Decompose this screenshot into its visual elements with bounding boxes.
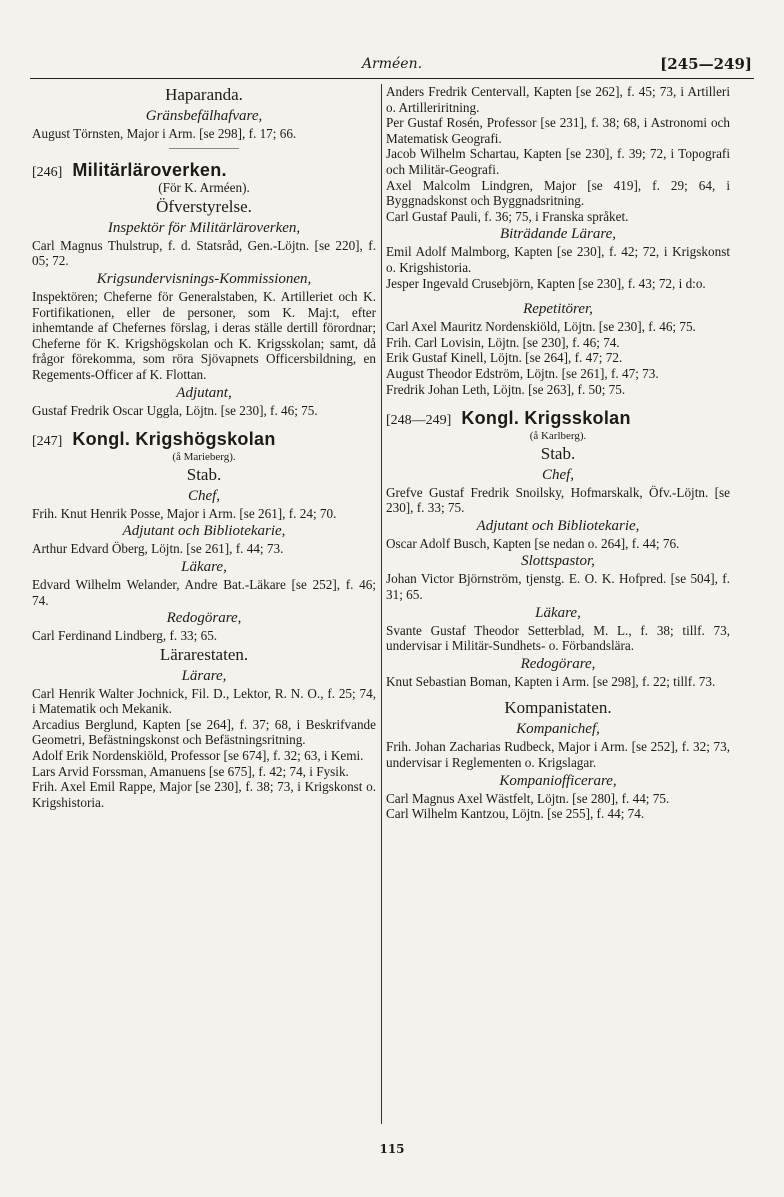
role-heading: Slottspastor, bbox=[521, 553, 595, 570]
person-entry: Carl Axel Mauritz Nordenskiöld, Löjtn. [se 230], f. 46; 75. bbox=[386, 319, 696, 335]
separator-rule bbox=[169, 148, 239, 149]
section-number: [246] bbox=[32, 164, 63, 180]
person-entry: Adolf Erik Nordenskiöld, Professor [se 674], f. 32; 63, i Kemi. bbox=[32, 748, 364, 764]
person-entry: Per Gustaf Rosén, Professor [se 231], f. 38; 68, i Astronomi och Matematisk Geografi. bbox=[386, 115, 730, 146]
section-subtitle: (å Marieberg). bbox=[172, 450, 236, 463]
section-range: [245—249] bbox=[660, 55, 752, 73]
person-entry: Anders Fredrik Centervall, Kapten [se 262], f. 45; 73, i Artilleri o. Artilleriritning. bbox=[386, 84, 730, 115]
column-divider bbox=[381, 84, 382, 1124]
person-entry: Arthur Edvard Öberg, Löjtn. [se 261], f. 44; 73. bbox=[32, 541, 284, 557]
section-subtitle: (För K. Arméen). bbox=[158, 180, 250, 196]
role-heading: Adjutant och Bibliotekarie, bbox=[122, 523, 286, 540]
role-heading: Chef, bbox=[187, 487, 221, 504]
role-heading: Inspektör för Militärläroverken, bbox=[107, 219, 301, 236]
person-entry: Frih. Axel Emil Rappe, Major [se 230], f. 38; 73, i Krigskonst o. Krigshistoria. bbox=[32, 779, 376, 810]
role-heading: Lärare, bbox=[181, 667, 227, 684]
section-heading-247 bbox=[32, 429, 376, 450]
heading-haparanda: Haparanda. bbox=[165, 85, 243, 104]
person-entry: Knut Sebastian Boman, Kapten i Arm. [se 298], f. 22; tillf. 73. bbox=[386, 673, 716, 689]
right-column bbox=[386, 84, 730, 822]
role-heading: Krigsundervisnings-Kommissionen, bbox=[96, 270, 312, 287]
role-heading: Kompanichef, bbox=[516, 721, 600, 738]
role-heading: Biträdande Lärare, bbox=[499, 226, 617, 243]
person-entry: Carl Magnus Axel Wästfelt, Löjtn. [se 280], f. 44; 75. bbox=[386, 790, 670, 806]
person-entry: Carl Ferdinand Lindberg, f. 33; 65. bbox=[32, 628, 218, 644]
person-entry: Frih. Knut Henrik Posse, Major i Arm. [se 261], f. 24; 70. bbox=[32, 505, 337, 521]
subsection-heading: Öfverstyrelse. bbox=[156, 196, 252, 216]
person-entry: Axel Malcolm Lindgren, Major [se 419], f. 29; 64, i Byggnadskonst och Byggnadsritning. bbox=[386, 177, 730, 209]
person-entry: Carl Magnus Thulstrup, f. d. Statsråd, Gen.-Löjtn. [se 220], f. 05; 72. bbox=[32, 237, 376, 269]
person-entry: Carl Wilhelm Kantzou, Löjtn. [se 255], f. 44; 74. bbox=[386, 806, 645, 822]
person-entry: Jesper Ingevald Crusebjörn, Kapten [se 230], f. 43; 72, i d:o. bbox=[386, 275, 706, 291]
section-number: [247] bbox=[32, 434, 63, 450]
person-entry: Lars Arvid Forssman, Amanuens [se 675], f. 42; 74, i Fysik. bbox=[32, 763, 349, 779]
role-heading: Läkare, bbox=[535, 604, 581, 621]
section-heading-246 bbox=[32, 159, 376, 181]
person-entry: Oscar Adolf Busch, Kapten [se nedan o. 264], f. 44; 76. bbox=[386, 535, 680, 551]
section-title: Kongl. Krigshögskolan bbox=[72, 429, 276, 450]
person-entry: Fredrik Johan Leth, Löjtn. [se 263], f. 50; 75. bbox=[386, 381, 626, 397]
subsection-heading: Stab. bbox=[186, 464, 222, 484]
person-entry: Carl Henrik Walter Jochnick, Fil. D., Lektor, R. N. O., f. 25; 74, i Matematik och Mekanik. bbox=[32, 685, 376, 717]
person-entry: Svante Gustaf Theodor Setterblad, M. L., f. 38; tillf. 73, undervisar i Militär-Sundhets- o. Förbandslära. bbox=[386, 622, 730, 654]
role-heading: Kompaniofficerare, bbox=[499, 772, 617, 789]
person-entry: Grefve Gustaf Fredrik Snoilsky, Hofmarskalk, Öfv.-Löjtn. [se 230], f. 33; 75. bbox=[386, 484, 730, 516]
role-heading: Redogörare, bbox=[166, 610, 242, 627]
section-title: Militärläroverken. bbox=[72, 159, 227, 180]
page-header bbox=[30, 56, 754, 79]
subsection-heading: Stab. bbox=[540, 443, 576, 463]
person-entry: Erik Gustaf Kinell, Löjtn. [se 264], f. 47; 72. bbox=[386, 350, 623, 366]
role-heading: Redogörare, bbox=[520, 655, 596, 672]
person-entry: Frih. Carl Lovisin, Löjtn. [se 230], f. 46; 74. bbox=[386, 334, 620, 350]
role-heading: Gränsbefälhafvare, bbox=[145, 108, 263, 124]
role-heading: Repetitörer, bbox=[523, 301, 593, 318]
person-entry: August Theodor Edström, Löjtn. [se 261], f. 47; 73. bbox=[386, 365, 659, 381]
role-heading: Läkare, bbox=[181, 558, 227, 575]
page-number: 115 bbox=[379, 1142, 405, 1156]
section-heading-248 bbox=[386, 408, 730, 429]
person-entry: Jacob Wilhelm Schartau, Kapten [se 230], f. 39; 72, i Topografi och Militär-Geografi. bbox=[386, 146, 730, 177]
subsection-heading: Kompanistaten. bbox=[504, 698, 612, 718]
role-heading: Chef, bbox=[541, 466, 575, 483]
person-entry: August Törnsten, Major i Arm. [se 298], f. 17; 66. bbox=[32, 126, 297, 141]
section-number: [248—249] bbox=[386, 413, 452, 429]
person-entry: Arcadius Berglund, Kapten [se 264], f. 37; 68, i Beskrifvande Geometri, Befästningskonst och Befästningsritning. bbox=[32, 716, 376, 748]
section-title: Kongl. Krigsskolan bbox=[461, 408, 631, 429]
left-column bbox=[32, 84, 376, 810]
role-heading: Adjutant och Bibliotekarie, bbox=[476, 517, 640, 534]
person-entry: Carl Gustaf Pauli, f. 36; 75, i Franska språket. bbox=[386, 208, 629, 224]
role-heading: Adjutant, bbox=[176, 384, 232, 401]
section-subtitle: (å Karlberg). bbox=[529, 429, 587, 442]
running-title: Arméen. bbox=[361, 56, 423, 72]
person-entry: Gustaf Fredrik Oscar Uggla, Löjtn. [se 230], f. 46; 75. bbox=[32, 402, 318, 418]
subsection-heading: Lärarestaten. bbox=[159, 644, 249, 664]
paragraph-entry: Inspektören; Cheferne för Generalstaben, K. Artilleriet och K. Fortifikationen, eller de personer, som K. Maj:t, efter inhemtande af Chefernes förslag, i deras ställe dertill förordnar; Cheferne för K. Krigshögskolan och K. Krigsskolan; samt, då frågor förekomma, som röra Sjövapnets Officersbildning, en Regements-Officer af K. Flottan. bbox=[32, 288, 376, 382]
person-entry: Emil Adolf Malmborg, Kapten [se 230], f. 42; 72, i Krigskonst o. Krigshistoria. bbox=[386, 244, 730, 275]
person-entry: Edvard Wilhelm Welander, Andre Bat.-Läkare [se 252], f. 46; 74. bbox=[32, 576, 376, 608]
person-entry: Frih. Johan Zacharias Rudbeck, Major i Arm. [se 252], f. 32; 73, undervisar i Reglementen o. Krigslagar. bbox=[386, 739, 730, 771]
person-entry: Johan Victor Björnström, tjenstg. E. O. K. Hofpred. [se 504], f. 31; 65. bbox=[386, 571, 730, 603]
